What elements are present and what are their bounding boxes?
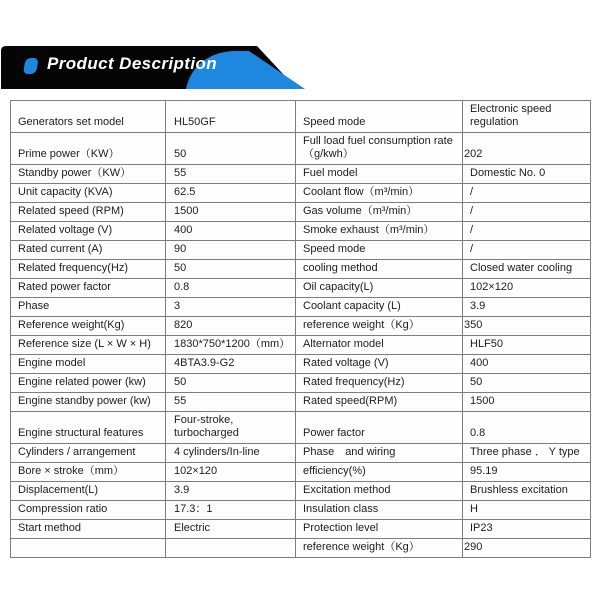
spec-value-right: / — [463, 184, 591, 203]
spec-value-left: Four-stroke, turbocharged — [166, 412, 296, 444]
spec-value-right: H — [463, 501, 591, 520]
spec-value-right: Domestic No. 0 — [463, 165, 591, 184]
spec-label-right: efficiency(%) — [296, 463, 463, 482]
spec-label-right: Rated frequency(Hz) — [296, 374, 463, 393]
table-row — [11, 539, 591, 558]
spec-value-left: 4BTA3.9-G2 — [166, 355, 296, 374]
spec-label-right: Coolant flow（m³/min） — [296, 184, 463, 203]
spec-label-left: Engine standby power (kw) — [11, 393, 166, 412]
spec-label-right: Coolant capacity (L) — [296, 298, 463, 317]
spec-value-right: 3.9 — [463, 298, 591, 317]
table-row — [11, 298, 591, 317]
spec-value-left: 1830*750*1200（mm） — [166, 336, 296, 355]
spec-value-left: 50 — [166, 374, 296, 393]
spec-label-left: Bore × stroke（mm） — [11, 463, 166, 482]
spec-value-left: 400 — [166, 222, 296, 241]
spec-value-left: 62.5 — [166, 184, 296, 203]
spec-label-right: Protection level — [296, 520, 463, 539]
spec-value-right: Brushless excitation — [463, 482, 591, 501]
spec-value-left: 55 — [166, 393, 296, 412]
spec-value-right: 350 — [463, 317, 591, 336]
spec-value-right: 95.19 — [463, 463, 591, 482]
spec-value-left: 90 — [166, 241, 296, 260]
spec-label-left — [11, 539, 166, 558]
table-row — [11, 482, 591, 501]
section-title: Product Description — [47, 54, 218, 73]
table-row — [11, 317, 591, 336]
specs-table — [10, 100, 591, 558]
spec-label-right: Insulation class — [296, 501, 463, 520]
spec-label-right: Power factor — [296, 412, 463, 444]
spec-label-left: Compression ratio — [11, 501, 166, 520]
spec-value-left: HL50GF — [166, 101, 296, 133]
table-row — [11, 260, 591, 279]
spec-label-right: reference weight（Kg） — [296, 317, 463, 336]
spec-label-right: Rated speed(RPM) — [296, 393, 463, 412]
spec-label-left: Start method — [11, 520, 166, 539]
section-header-banner — [0, 45, 330, 90]
spec-label-left: Displacement(L) — [11, 482, 166, 501]
spec-value-right: 0.8 — [463, 412, 591, 444]
spec-label-left: Phase — [11, 298, 166, 317]
table-row — [11, 241, 591, 260]
table-row — [11, 393, 591, 412]
table-row — [11, 412, 591, 444]
table-row — [11, 444, 591, 463]
spec-label-left: Related voltage (V) — [11, 222, 166, 241]
spec-value-left: 3 — [166, 298, 296, 317]
spec-value-left — [166, 539, 296, 558]
spec-value-right: 202 — [463, 133, 591, 165]
spec-value-right: 1500 — [463, 393, 591, 412]
spec-value-left: 55 — [166, 165, 296, 184]
table-row — [11, 355, 591, 374]
table-row — [11, 133, 591, 165]
spec-value-right: Three phase ． Y type — [463, 444, 591, 463]
spec-label-left: Generators set model — [11, 101, 166, 133]
table-row — [11, 520, 591, 539]
spec-value-right: IP23 — [463, 520, 591, 539]
table-row — [11, 184, 591, 203]
spec-label-right: Rated voltage (V) — [296, 355, 463, 374]
spec-label-right: Speed mode — [296, 101, 463, 133]
spec-label-right: Phase and wiring — [296, 444, 463, 463]
table-row — [11, 101, 591, 133]
spec-value-left: 102×120 — [166, 463, 296, 482]
spec-label-right: Full load fuel consumption rate（g/kwh） — [296, 133, 463, 165]
spec-value-right: 400 — [463, 355, 591, 374]
spec-value-left: 4 cylinders/In-line — [166, 444, 296, 463]
table-row — [11, 279, 591, 298]
table-row — [11, 374, 591, 393]
spec-label-right: Smoke exhaust（m³/min） — [296, 222, 463, 241]
table-row — [11, 203, 591, 222]
spec-label-right: Fuel model — [296, 165, 463, 184]
spec-value-left: 50 — [166, 133, 296, 165]
spec-value-right: / — [463, 241, 591, 260]
spec-label-right: reference weight（Kg） — [296, 539, 463, 558]
spec-value-right: / — [463, 222, 591, 241]
spec-label-left: Engine model — [11, 355, 166, 374]
spec-label-left: Standby power（KW） — [11, 165, 166, 184]
spec-label-left: Reference weight(Kg) — [11, 317, 166, 336]
spec-value-right: HLF50 — [463, 336, 591, 355]
spec-label-left: Unit capacity (KVA) — [11, 184, 166, 203]
table-row — [11, 165, 591, 184]
spec-value-left: 1500 — [166, 203, 296, 222]
spec-label-right: Speed mode — [296, 241, 463, 260]
table-row — [11, 222, 591, 241]
spec-value-right: 290 — [463, 539, 591, 558]
spec-value-left: Electric — [166, 520, 296, 539]
spec-label-left: Rated current (A) — [11, 241, 166, 260]
spec-value-left: 17.3：1 — [166, 501, 296, 520]
spec-label-left: Cylinders / arrangement — [11, 444, 166, 463]
spec-value-left: 50 — [166, 260, 296, 279]
spec-label-left: Reference size (L × W × H) — [11, 336, 166, 355]
spec-label-right: cooling method — [296, 260, 463, 279]
spec-label-left: Related frequency(Hz) — [11, 260, 166, 279]
spec-label-left: Related speed (RPM) — [11, 203, 166, 222]
spec-label-left: Prime power（KW） — [11, 133, 166, 165]
spec-value-left: 820 — [166, 317, 296, 336]
spec-value-right: / — [463, 203, 591, 222]
spec-value-left: 3.9 — [166, 482, 296, 501]
table-row — [11, 336, 591, 355]
specs-table-body — [11, 101, 591, 558]
table-row — [11, 501, 591, 520]
spec-value-left: 0.8 — [166, 279, 296, 298]
spec-label-right: Excitation method — [296, 482, 463, 501]
spec-label-left: Engine structural features — [11, 412, 166, 444]
spec-label-left: Rated power factor — [11, 279, 166, 298]
spec-value-right: Closed water cooling — [463, 260, 591, 279]
table-row — [11, 463, 591, 482]
spec-value-right: 50 — [463, 374, 591, 393]
spec-label-right: Gas volume（m³/min） — [296, 203, 463, 222]
spec-label-right: Alternator model — [296, 336, 463, 355]
spec-value-right: 102×120 — [463, 279, 591, 298]
spec-label-left: Engine related power (kw) — [11, 374, 166, 393]
spec-value-right: Electronic speed regulation — [463, 101, 591, 133]
spec-label-right: Oil capacity(L) — [296, 279, 463, 298]
